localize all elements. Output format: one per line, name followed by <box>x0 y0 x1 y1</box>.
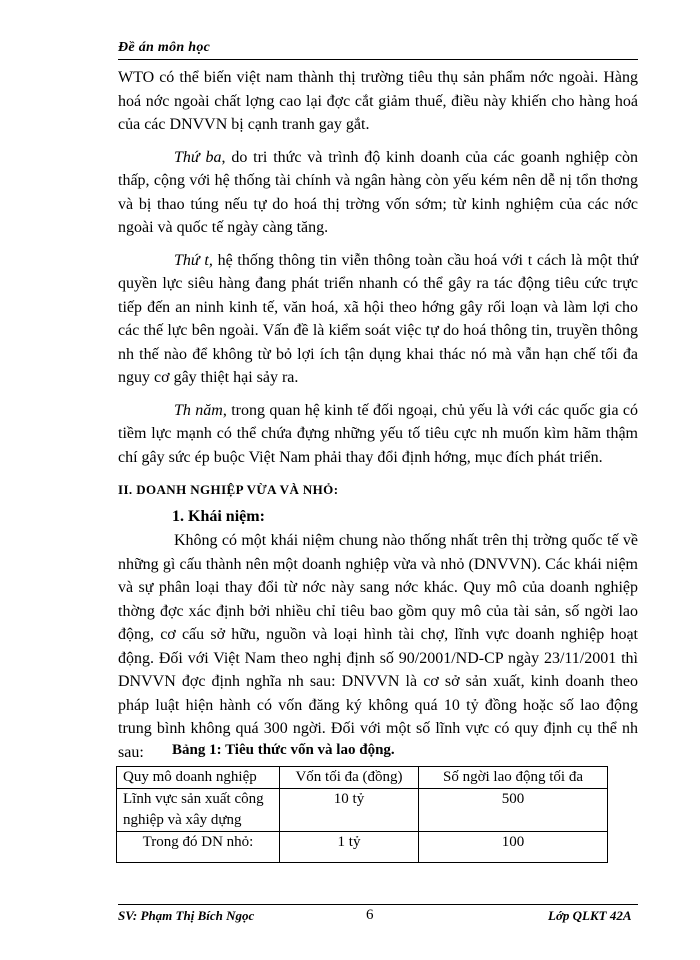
footer-page-number: 6 <box>366 907 374 923</box>
paragraph-4-lead: Th năm <box>174 401 223 419</box>
capital-labor-table <box>116 766 608 863</box>
table-header-cell: Số ngời lao động tối đa <box>419 767 608 789</box>
table-row <box>117 789 608 832</box>
table-cell: Trong đó DN nhỏ: <box>117 832 280 863</box>
table-cell: 10 tỷ <box>280 789 419 832</box>
table-caption: Bảng 1: Tiêu thức vốn và lao động. <box>172 742 395 758</box>
footer-rule <box>118 904 638 905</box>
header-rule <box>118 59 638 60</box>
paragraph-3 <box>118 249 638 390</box>
table-cell: 1 tỷ <box>280 832 419 863</box>
paragraph-4-text: , trong quan hệ kinh tế đối ngoại, chủ yếu là với các quốc gia có tiềm lực mạnh có thể chứa đựng những yếu tố tiêu cực nh muốn kìm hãm thậm chí gây sức ép buộc Việt Nam phải thay đổi định hớng, mục đích phát triển. <box>118 401 639 466</box>
section-heading: II. DOANH NGHIỆP VỪA VÀ NHỎ: <box>118 482 339 497</box>
table-cell: 100 <box>419 832 608 863</box>
footer-class: Lớp QLKT 42A <box>548 908 632 923</box>
document-body <box>118 66 638 764</box>
header-title: Đề án môn học <box>118 40 211 55</box>
paragraph-1: WTO có thể biến việt nam thành thị trường tiêu thụ sản phẩm nớc ngoài. Hàng hoá nớc ngoài chất lợng cao lại đợc cắt giảm thuế, điều này khiến cho hàng hoá của các DNVVN bị cạnh tranh gay gắt. <box>118 69 638 133</box>
table-header-cell: Vốn tối đa (đồng) <box>280 767 419 789</box>
table-cell: Lĩnh vực sản xuất công nghiệp và xây dựng <box>117 789 280 832</box>
paragraph-4 <box>118 399 638 470</box>
footer-author: SV: Phạm Thị Bích Ngọc <box>118 908 255 923</box>
table-header-row <box>117 767 608 789</box>
paragraph-2-text: , do tri thức và trình độ kinh doanh của các goanh nghiệp còn thấp, cộng với hệ thống tài chính và ngân hàng còn yếu kém nên dễ nị tổn thơng và bị thao túng nếu tự do hoá thị trờng vốn sớm; từ kinh nghiệm của các nớc ngoài và quốc tế ngày càng tăng. <box>118 148 638 236</box>
paragraph-2-lead: Thứ ba <box>174 148 222 166</box>
table-cell: 500 <box>419 789 608 832</box>
paragraph-2 <box>118 146 638 240</box>
subsection-heading: 1. Khái niệm: <box>172 508 265 525</box>
table-header-cell: Quy mô doanh nghiệp <box>117 767 280 789</box>
paragraph-3-text: hệ thống thông tin viễn thông toàn cầu hoá với t cách là một thứ quyền lực siêu hàng đang phát triển nhanh có thể gây ra tác động tiêu cức trực tiếp đến an ninh kinh tế, văn hoá, xã hội theo hớng gây rối loạn và làm lợi cho các thế lực bên ngoài. Vấn đề là kiểm soát việc tự do hoá thông tin, truyền thông nh thế nào để không từ bỏ lợi ích tận dụng khai thác nó mà vẫn hạn chế tối đa nguy cơ gây thiệt hại sảy ra. <box>118 251 639 386</box>
paragraph-5: Không có một khái niệm chung nào thống nhất trên thị trờng quốc tế về những gì cấu thành nên một doanh nghiệp vừa và nhỏ (DNVVN). Các khái niệm và sự phân loại thay đổi từ nớc này sang nớc khác. Quy mô của doanh nghiệp thờng đợc xác định bởi nhiều chỉ tiêu bao gồm quy mô của tài sản, số ngời lao động, cơ cấu sở hữu, nguồn và loại hình tài chợ, lĩnh vực doanh nghiệp hoạt động. Đối với Việt Nam theo nghị định số 90/2001/ND-CP ngày 23/11/2001 thì DNVVN đợc định nghĩa nh sau: DNVVN là cơ sở sản xuất, kinh doanh theo pháp luật hiện hành có vốn đăng ký không quá 10 tỷ đồng hoặc số lao động trung bình không quá 300 ngời. Đối với một số lĩnh vực có quy định cụ thể nh sau: <box>118 532 638 761</box>
paragraph-3-lead: Thứ t, <box>174 251 213 269</box>
table-row <box>117 832 608 863</box>
